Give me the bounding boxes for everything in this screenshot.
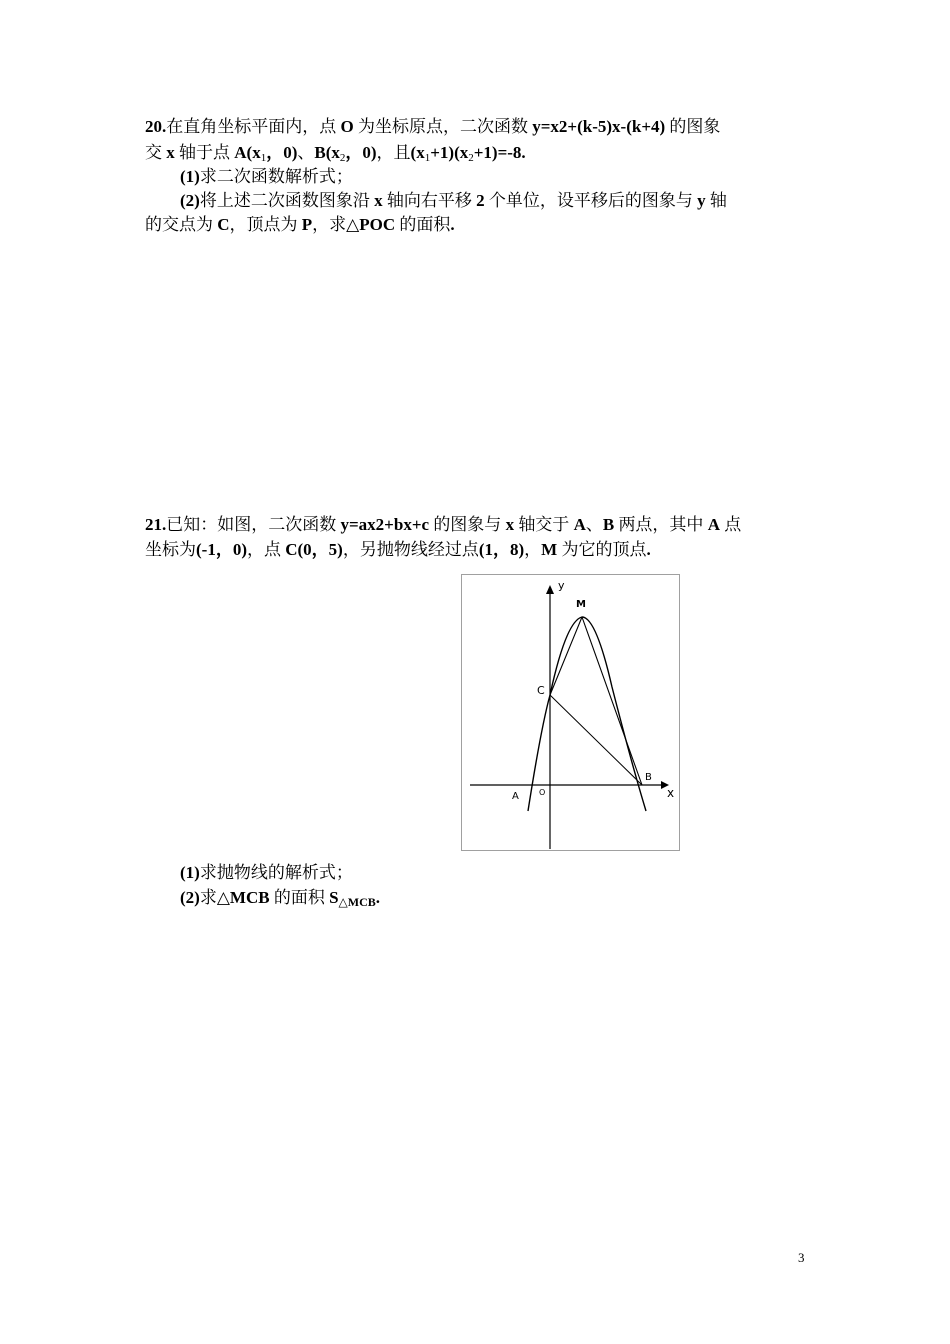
y-axis-arrow bbox=[546, 585, 554, 594]
segment-MB bbox=[582, 617, 642, 785]
parabola-curve bbox=[528, 617, 646, 811]
label-O: O bbox=[539, 788, 546, 797]
q21-line-2: 坐标为(-1，0)，点 C(0，5)，另抛物线经过点(1，8)，M 为它的顶点. bbox=[145, 540, 651, 559]
q21-number: 21. bbox=[145, 515, 167, 534]
q20-number: 20. bbox=[145, 117, 167, 136]
q21-part-1: (1)求抛物线的解析式； bbox=[180, 863, 353, 882]
q20-line-1: 20.在直角坐标平面内，点 O 为坐标原点，二次函数 y=x2+(k-5)x-(k+4) 的图象 bbox=[145, 117, 721, 136]
q20-line-2: 交 x 轴于点 $A(x_1$，0)、$B(x_2$，0)，且$(x_1+1)(x_2+1)=-8$. bbox=[145, 143, 526, 164]
q20-part-2-line-2: 的交点为 C，顶点为 P，求△POC 的面积. bbox=[145, 215, 455, 234]
q21-part-2: (2)求△MCB 的面积 $S_{\triangle MCB}$. bbox=[180, 888, 381, 909]
page-number: 3 bbox=[798, 1250, 805, 1265]
label-B: B bbox=[645, 772, 652, 783]
label-x: x bbox=[667, 786, 675, 800]
q21-line-1: 21.已知：如图，二次函数 y=ax2+bx+c 的图象与 x 轴交于 A、B 两点，其中 A 点 bbox=[145, 515, 742, 534]
label-C: C bbox=[537, 684, 545, 697]
parabola-figure bbox=[461, 574, 680, 851]
label-A: A bbox=[512, 791, 519, 802]
segment-CB bbox=[550, 695, 642, 785]
q20-part-2-line-1: (2)将上述二次函数图象沿 x 轴向右平移 2 个单位，设平移后的图象与 y 轴 bbox=[180, 191, 727, 210]
segment-CM bbox=[550, 617, 582, 695]
q21-function: y=ax2+bx+c bbox=[340, 515, 430, 534]
label-y: y bbox=[558, 579, 565, 592]
q20-function: y=x2+(k-5)x-(k+4) bbox=[532, 117, 666, 136]
label-M: M bbox=[576, 599, 586, 610]
q20-part-1: (1)求二次函数解析式； bbox=[180, 167, 353, 186]
parabola-diagram bbox=[462, 575, 681, 852]
